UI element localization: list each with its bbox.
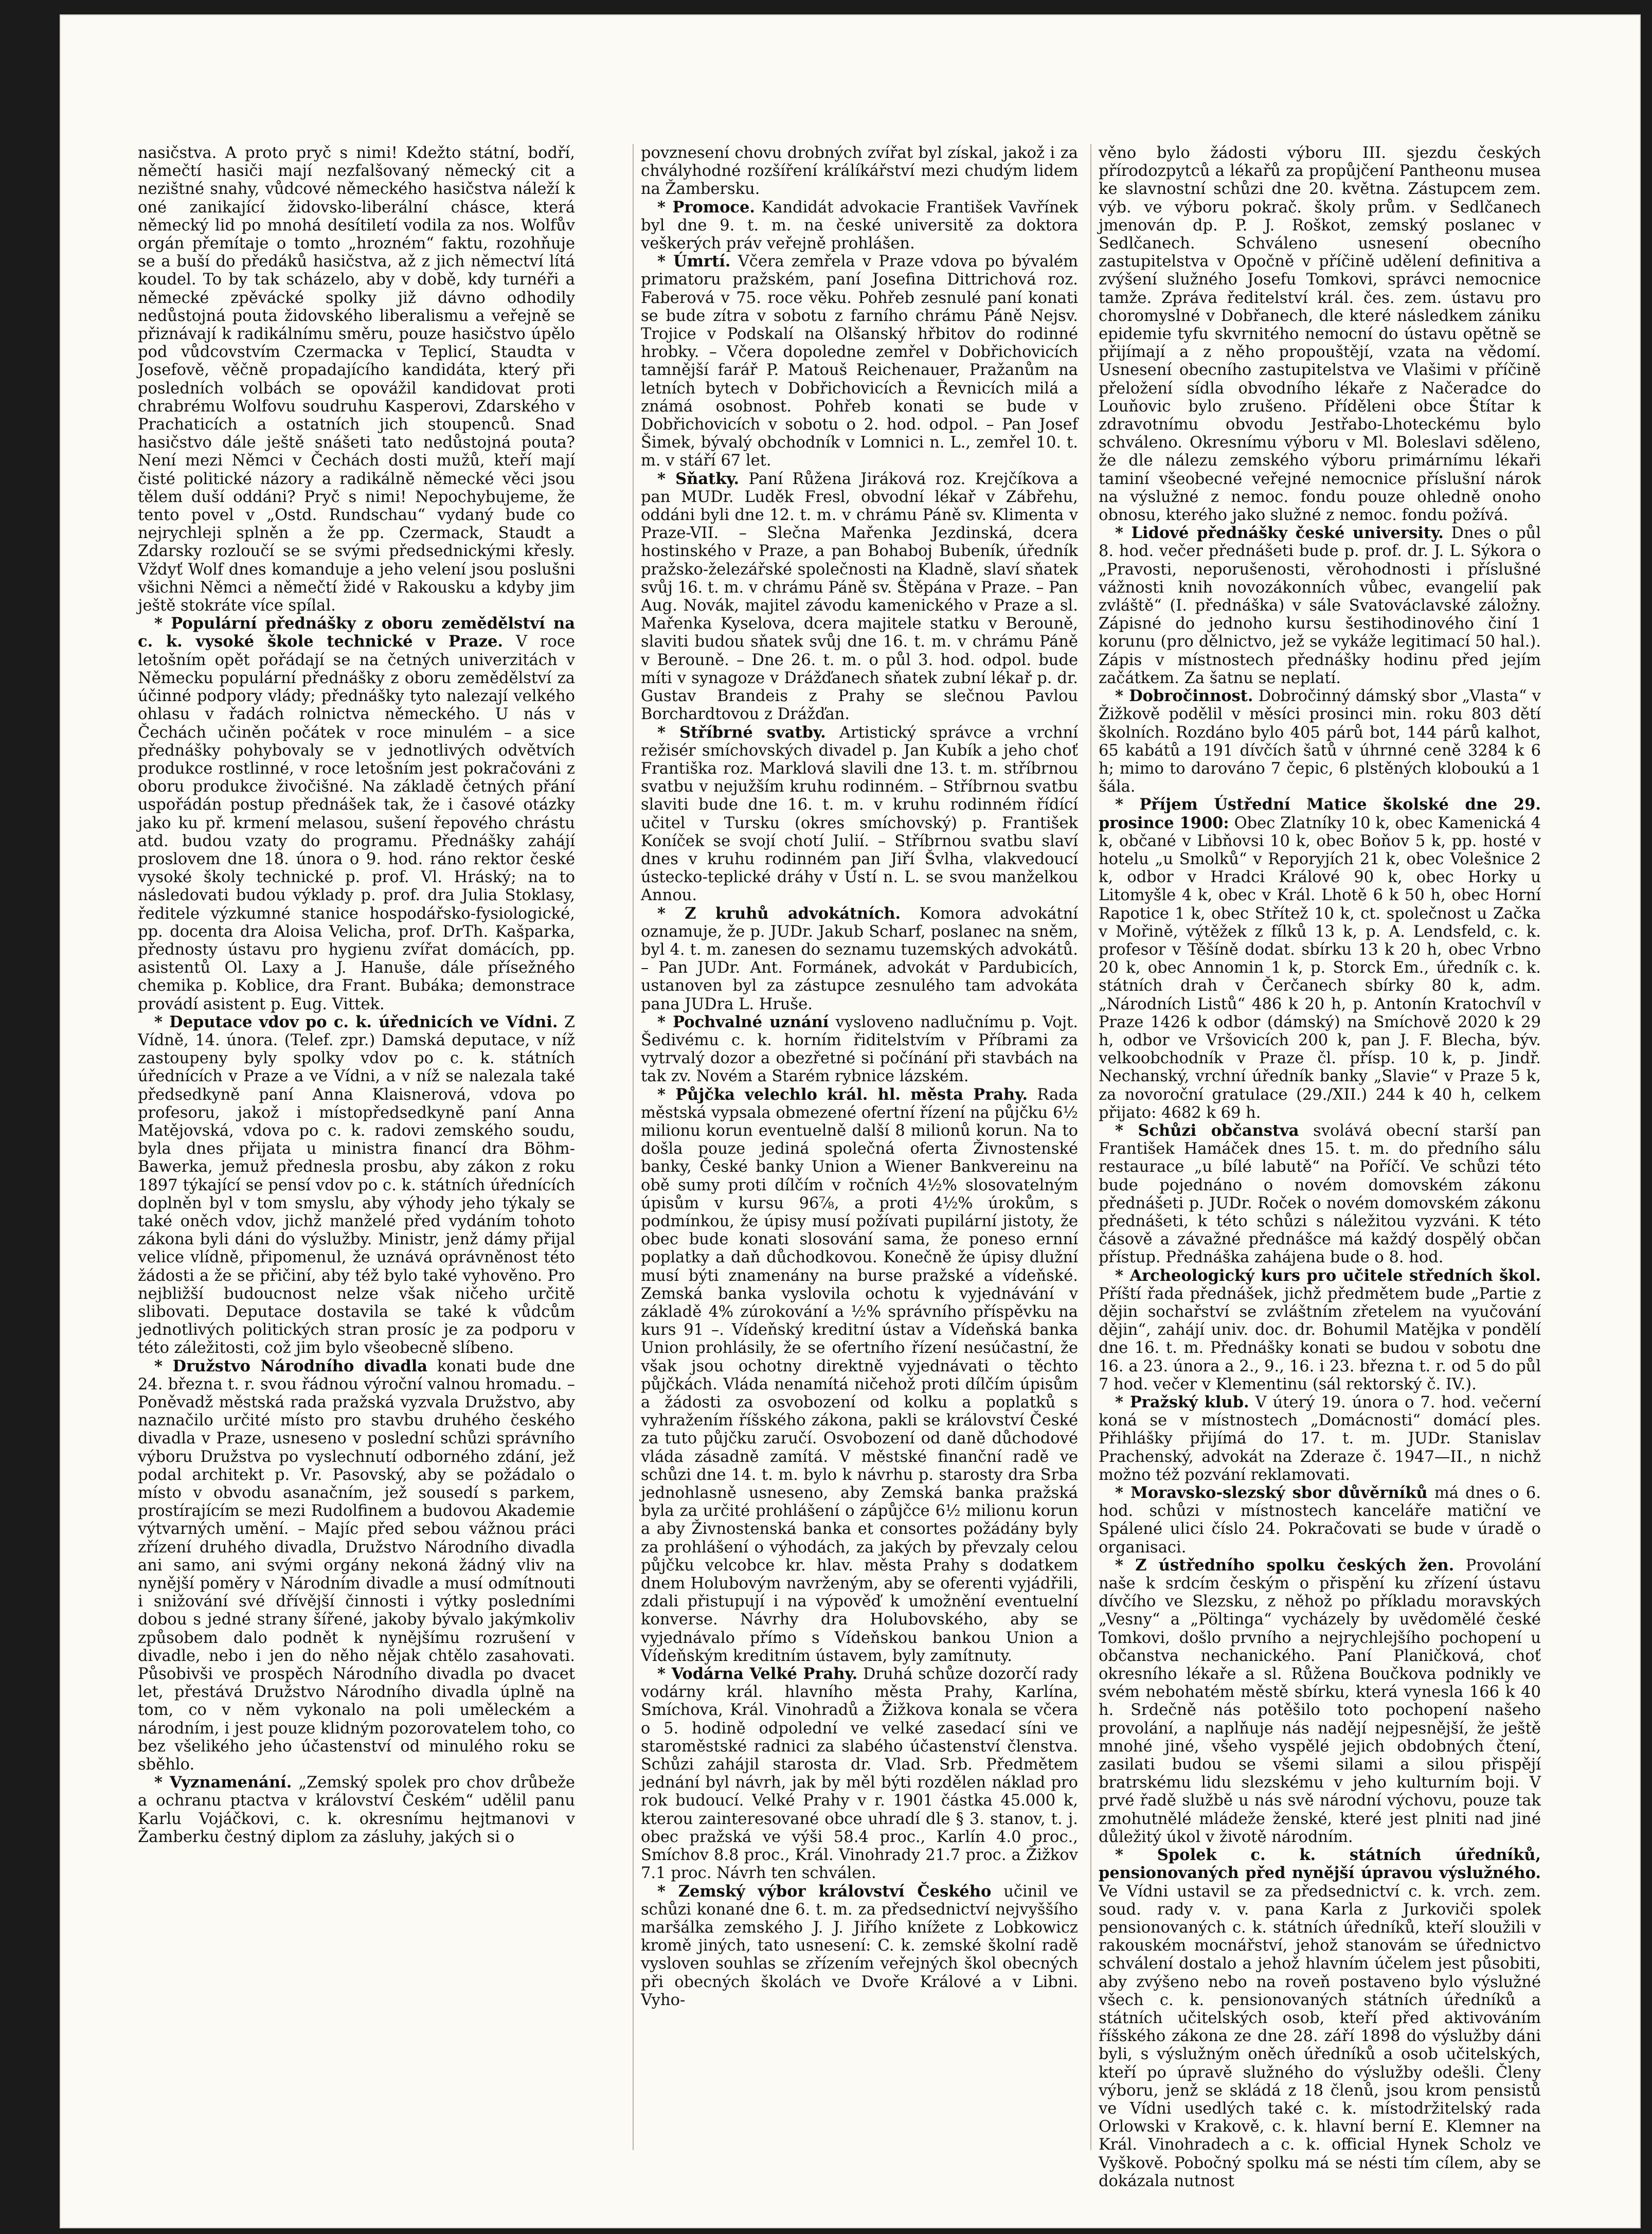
article-paragraph [641,1086,1078,1666]
article-paragraph [138,615,575,1013]
article-paragraph [1099,524,1541,687]
article-body: Příští řada přednášek, jichž předmětem bude „Partie z dějin sochařství se zvláštním zřetelem na vyučování dějin“, zahájí univ. doc. dr. Bohumil Matějka v pondělí dne 16. t. m. Přednášky konati se budou v sobotu dne 16. a 23. února a 2., 9., 16. i 23. března t. r. od 5 do půl 7 hod. večer v Klementinu (sál rektorský č. IV.). [1099,1284,1541,1393]
article-body: Ve Vídni ustavil se za předsednictví c. k. vrch. zem. soud. rady v. v. pana Karla z Jurkoviči spolek pensionovaných c. k. státních úředníků, kteří sloužili v rakouském mocnářství, jehož stanovám se úřednictvo schválení dostalo a jehož hlavním účelem jest působiti, aby zvýšeno nebo na roveň postaveno bylo výslužné všech c. k. pensionovaných státních úředníků a státních učitelských osob, kteří před aktivováním říšského zákona ze dne 28. září 1898 do výslužby dáni byli, s výslužným oněch úředníků a osob učitelských, kteří po úpravě služného do výslužby odešli. Členy výboru, jenž se skládá z 18 členů, jsou krom pensistů ve Vídni usedlých také c. k. místodržitelský rada Orlowski v Krakově, c. k. hlavní berní E. Klemner na Král. Vinohradech a c. k. official Hynek Scholz ve Vyškově. Pobočný spolku má se nésti tím cílem, aby se dokázala nutnost [1099,1882,1541,2190]
article-paragraph [1099,1122,1541,1267]
article-heading: * Promoce. [657,198,756,217]
article-heading: * Úmrtí. [657,252,731,271]
article-body: má dnes o 6. hod. schůzi v místnostech kanceláře matiční ve Spálené ulici číslo 24. Pokračovati se bude v úradě o organisaci. [1099,1484,1541,1557]
article-body: nasičstva. A proto pryč s nimi! Kdežto státní, bodří, němečtí hasiči mají nezfalšovaný německý cit a nezištné snahy, vůdcové německého hasičstva náleží k oné zanikající židovsko-liberální chásce, která německý lid po mnohá desítiletí vodila za nos. Wolfův orgán přemítaje o tomto „hrozném“ faktu, rozohňuje se a buší do předáků hasičstva, až z jich němectví lítá koudel. To by tak scházelo, aby v době, kdy turnéři a německé zpěvácké spolky již dávno odhodily nedůstojná pouta židovského liberalismu a veřejně se přiznávají k radikálnímu směru, pouze hasičstvo úpělo pod vůdcovstvím Czermacka v Teplicí, Staudta v Josefově, věčně propadajícího kandidáta, který při posledních volbách se opovážil kandidovat proti chrabrému Wolfovu soudruhu Kasperovi, Zdarského v Prachaticích a ostatních jich stoupenců. Snad hasičstvo dále ještě snášeti tato nedůstojná pouta? Není mezi Němci v Čechách dosti mužů, kteří mají čisté politické názory a radikálně německé věci jsou tělem duší oddáni? Pryč s nimi! Nepochybujeme, že tento povel v „Ostd. Rundschau“ vydaný bude co nejrychleji splněn a že pp. Czermack, Staudt a Zdarsky rozloučí se se svými předsednickými křesly. Vždyť Wolf dnes komanduje a jeho velení jsou poslušni všichni Němci a němečtí židé v Rakousku a kdyby jim ještě stokráte více spílal. [138,144,575,615]
article-body: „Zemský spolek pro chov drůbeže a ochranu ptactva v království Českém“ udělil panu Karlu Vojáčkovi, c. k. okresnímu hejtmanovi v Žamberku čestný diplom za zásluhy, jakých si o [138,1774,575,1846]
article-heading: * Schůzi občanstva [1115,1121,1299,1140]
article-paragraph [1099,687,1541,796]
article-heading: * Zemský výbor království Českého [657,1882,992,1901]
article-heading: * Družstvo Národního divadla [154,1356,428,1375]
article-paragraph [641,253,1078,470]
article-heading: * Vyznamenání. [154,1773,292,1792]
article-paragraph [1099,1557,1541,1846]
article-body: Komora advokátní oznamuje, že p. JUDr. Jakub Scharf, poslanec na sněm, byl 4. t. m. zanesen do seznamu tuzemských advokátů. – Pan JUDr. Ant. Formánek, advokát v Pardubicích, ustanoven byl za zástupce zesnulého tam advokáta pana JUDra L. Hruše. [641,904,1078,1013]
article-heading: * Z ústředního spolku českých žen. [1115,1556,1455,1575]
article-heading: * Dobročinnost. [1115,687,1253,706]
article-heading: * Z kruhů advokátních. [657,904,901,923]
article-heading: * Sňatky. [657,469,740,488]
article-heading: * Pochvalné uznání [657,1012,829,1031]
article-paragraph [641,199,1078,253]
article-body: V roce letošním opět pořádají se na četných univerzitách v Německu populární přednášky z oboru zemědělství za účinné podpory vlády; přednášky tyto nalezají velkého ohlasu v řadách rolnictva německého. U nás v Čechách učiněn počátek v roce minulém – a sice přednášky pohybovaly se v jednotlivých odvětvích produkce rostlinné, v roce letošním jest pokračováni z oboru produkce živočišné. Na základě četných přání uspořádán postup přednášek tak, že i časové otázky jako ku př. krmení melasou, sušení řepového chrástu atd. budou vzaty do programu. Přednášky zahájí proslovem dne 18. února o 9. hod. ráno rektor české vysoké školy technické p. prof. Vl. Hráský; na to následovati budou výklady p. prof. dra Julia Stoklasy, ředitele výzkumné stanice hospodářsko-fysiologické, pp. docenta dra Aloisa Velicha, prof. DrTh. Kašparka, přednosty ústavu pro hygienu zvířat domácích, pp. asistentů Ol. Laxy a J. Hanuše, dále přísežného chemika p. Koblice, dra Frant. Bubáka; demonstrace provádí asistent p. Eug. Vittek. [138,633,576,1013]
article-body: Druhá schůze dozorčí rady vodárny král. hlavního města Prahy, Karlína, Smíchova, Král. Vinohradů a Žižkova konala se včera o 5. hodině odpolední ve velké zasedací síni ve staroměstské radnici za slabého účastenství členstva. Schůzi zahájil starosta dr. Vlad. Srb. Předmětem jednání byl návrh, jak by měl býti rozdělen náklad pro rok budoucí. Velké Prahy v r. 1901 částka 45.000 k, kterou zainteresované obce uhradí dle § 3. stanov, t. j. obec pražská ve výši 58.4 proc., Karlín 4.0 proc., Smíchov 8.8 proc., Král. Vinohrady 21.7 proc. a Žižkov 7.1 proc. Návrh ten schválen. [641,1665,1078,1883]
article-body: Kandidát advokacie František Vavřínek byl dne 9. t. m. na české universitě za doktora veškerých práv veřejně prohlášen. [641,198,1078,253]
article-paragraph [641,724,1078,905]
article-body: svolává obecní starší pan František Hamáček dnes 15. t. m. do předního sálu restaurace „u bílé labutě“ na Poříčí. Ve schůzi této bude pojednáno o novém domovském zákonu přednášeti p. JUDr. Roček o novém domovském zákonu přednášeti, k této schůzi s náležitou vyzváni. K této čásově a závažné přednášce má každý dospělý občan přístup. Přednáška zahájena bude o 8. hod. [1099,1121,1541,1267]
article-body: učinil ve schůzi konané dne 6. t. m. za předsednictví nejvyššího maršálka zemského J. J. Jiřího knížete z Lobkowicz kromě jiných, tato usnesení: C. k. zemské školní radě vysloven souhlas se zřízením veřejných škol obecných při obecných školách ve Dvoře Králové a v Libni. Vyho- [641,1882,1078,2009]
column-divider [1090,144,1091,2150]
article-paragraph [641,905,1078,1013]
article-paragraph [641,1665,1078,1882]
article-body: Včera zemřela v Praze vdova po bývalém primatoru pražském, paní Josefina Dittrichová roz. Faberová v 75. roce věku. Pohřeb zesnulé paní konati se bude zítra v sobotu z farního chrámu Páně Nejsv. Trojice v Podskalí na Olšanský hřbitov do rodinné hrobky. – Včera dopoledne zemřel v Dobřichovicích tamnější farář P. Matouš Reichenauer, Pražanům na letních bytech v Dobřichovicích a Řevnicích milá a známá osobnost. Pohřeb konati se bude v Dobřichovicích v sobotu o 2. hod. odpol. – Pan Josef Šimek, bývalý obchodník v Lomnici n. L., zemřel 10. t. m. v stáří 67 let. [641,253,1078,470]
article-heading: * Archeologický kurs pro učitele středních škol. [1115,1266,1541,1285]
article-paragraph [1099,1267,1541,1393]
article-paragraph [138,1013,575,1357]
article-heading: * Moravsko-slezský sbor důvěrníků [1115,1484,1428,1503]
article-heading: * Vodárna Velké Prahy. [657,1665,858,1684]
text-column-middle [641,144,1078,2150]
article-paragraph [1099,1393,1541,1484]
article-heading: * Spolek c. k. státních úředníků, pensionovaných před nynější úpravou výslužného. [1099,1846,1541,1883]
article-body: Dnes o půl 8. hod. večer přednášeti bude p. prof. dr. J. L. Sýkora o „Pravosti, neporušenosti, věrohodnosti i příslušné vážnosti knih novozákonních vůbec, evangelií pak zvláště“ (I. přednáška) v sále Svatováclavské záložny. Zápisné do jednoho kursu šestihodinového činí 1 korunu (pro dělnictvo, jež se vykáže legitimací 50 hal.). Zápis v místnostech přednášky hodinu před jejím začátkem. Za šatnu se neplatí. [1099,524,1541,687]
article-body: Z Vídně, 14. února. (Telef. zpr.) Damská deputace, v níž zastoupeny byly spolky vdov po c. k. státních úřednících v Praze a ve Vídni, a v níž se nalezala také předsedkyně paní Anna Klaisnerová, vdova po profesoru, jakož i místopředsedkyně paní Anna Matějovská, vdova po c. k. radovi zemského soudu, byla dnes přijata u ministra financí dra Böhm-Bawerka, jemuž přednesla prosbu, aby zákon z roku 1897 týkající se pensí vdov po c. k. státních úřednících doplněn byl v tom smyslu, aby výhody jeho týkaly se také oněch vdov, jichž manželé před vydáním tohoto zákona byli dáni do výslužby. Ministr, jenž dámy přijal velice vlídně, připomenul, že uznává oprávněnost této žádosti a že se přičiní, aby též bylo také vyhověno. Pro nejbližší budoucnost nelze však ničeho určitě slibovati. Deputace dostavila se také k vůdcům jednotlivých politických stran prosíc je za podporu v této záležitosti, což jim bylo všeobecně slíbeno. [138,1013,576,1357]
article-body: vysloveno nadlučnímu p. Vojt. Šedivému c. k. horním řiditelstvím v Příbrami za vytrvalý dozor a obezřetné si počínání při stavbách na tak zv. Novém a Starém rybnice lázském. [641,1013,1078,1086]
article-body: Paní Růžena Jiráková roz. Krejčíkova a pan MUDr. Luděk Fresl, obvodní lékař v Zábřehu, oddáni byli dne 12. t. m. v chrámu Páně sv. Klimenta v Praze-VII. – Slečna Mařenka Jezdinská, dcera hostinského v Praze, a pan Bohaboj Bubeník, úředník pražsko-železářské společnosti na Kladně, slaví sňatek svůj 16. t. m. v chrámu Páně sv. Štěpána v Praze. – Pan Aug. Novák, majitel závodu kamenického v Praze a sl. Mařenka Kyselova, dcera majitele statku v Berouně, slaviti budou sňatek svůj dne 16. t. m. v chrámu Páně v Berouně. – Dne 26. t. m. o půl 3. hod. odpol. bude míti v synagoze v Drážďanech sňatek zubní lékař p. dr. Gustav Brandeis z Prahy se slečnou Pavlou Borchardtovou z Drážďan. [641,470,1079,724]
article-heading: * Deputace vdov po c. k. úřednicích ve Vídni. [154,1012,558,1031]
text-column-right [1099,144,1541,2190]
article-paragraph [1099,1846,1541,2190]
newspaper-page [61,15,1640,2227]
article-heading: * Pražský klub. [1115,1393,1249,1412]
article-body: Artistický správce a vrchní režisér smíchovských divadel p. Jan Kubík a jeho choť Františka roz. Marklová slavili dne 13. t. m. stříbrnou svatbu v nejužším kruhu rodinném. – Stříbrnou svatbu slaviti bude dne 16. t. m. v kruhu rodinném řídící učitel v Tursku (okres smíchovský) p. František Koníček se svojí chotí Julií. – Stříbrnou svatbu slaví dnes v kruhu rodinném pan Jiří Švlha, vlakvedoucí ústecko-teplické dráhy v Ústí n. L. se svou manželkou Annou. [641,723,1078,905]
article-heading: * Stříbrné svatby. [657,723,826,742]
article-paragraph [1099,144,1541,524]
article-body: V úterý 19. února o 7. hod. večerní koná se v místnostech „Domácnosti“ domácí ples. Přihlášky přijímá do 17. t. m. JUDr. Stanislav Prachenský, advokát na Zderaze č. 1947—II., n nichž možno též pozvání reklamovati. [1099,1393,1541,1484]
article-heading: * Lidové přednášky české university. [1115,524,1444,543]
article-heading: * Populární přednášky z oboru zemědělství na c. k. vysoké škole technické v Praze. [138,614,575,651]
article-body: Provolání naše k srdcím českým o přispění ku zřízení ústavu dívčího ve Slezsku, z něhož po příkladu moravských „Vesny“ a „Pöltinga“ vycházely by uvědomělé české Tomkovi, došlo prvního a nejrychlejšího pochopení u občanstva nechanického. Paní Planičková, choť okresního lékaře a sl. Růžena Boučkova podnikly ve svém nebohatém městě sbírku, která vynesla 166 k 40 h. Srdečně nás potěšilo toto pochopení našeho provolání, a naplňuje nás nadějí nejpesnější, že ještě mnohé jiné, všeho vyspělé jejich obdobných čtení, zasilati budou se všemi silami a silou přispějí bratrskému lidu slezskému v jeho kulturním boji. V prvé řadě službě u nás svě národní výchovu, pouze tak zmohutnělé mládeže ženské, které jest plniti nad jiné důležitý úkol v životě národním. [1099,1556,1541,1846]
text-column-left [138,144,575,2150]
article-heading: * Půjčka velechlo král. hl. města Prahy. [657,1085,1028,1104]
article-body: Dobročinný dámský sbor „Vlasta“ v Žižkově podělil v měsíci prosinci min. roku 803 dětí školních. Rozdáno bylo 405 párů bot, 144 párů kalhot, 65 kabátů a 191 dívčích šatů v úhrnné ceně 3284 k 6 h; mimo to darováno 7 čepic, 6 plstěných kloboukú a 1 šála. [1099,687,1541,796]
article-paragraph [138,144,575,615]
article-body: věno bylo žádosti výboru III. sjezdu českých přírodozpytců a lékařů za propůjčení Pantheonu musea ke slavnostní schůzi dne 20. května. Zástupcem zem. výb. ve výboru pokrač. školy prům. v Sedlčanech jmenován dp. P. J. Roškot, zemský poslanec v Sedlčanech. Schváleno usnesení obecního zastupitelstva v Opočně v příčině udělení definitiva a zvýšení služného Josefu Tomkovi, správci nemocnice tamže. Zpráva ředitelství král. čes. zem. ústavu pro choromyslné v Dobřanech, dle které následkem zániku epidemie tyfu skvrnitého nemocní do ústavu opětně se přijímají a z něho propouštějí, vzata na vědomí. Usnesení obecního zastupitelstva ve Vlašimi v příčině přeložení sídla obvodního lékaře z Načeradce do Louňovic bylo zrušeno. Příděleni obce Štítar k zdravotnímu obvodu Jestřabo-Lhoteckému bylo schváleno. Okresnímu výboru v Ml. Boleslavi sděleno, že dle nálezu zemského výboru primárnímu lékaři taminí všeobecné veřejné nemocnice příslušní nárok na výslužné z nemoc. fondu pouze ohledně onoho obnosu, kterého jako služné z nemoc. fondu požívá. [1099,144,1541,525]
article-paragraph [641,144,1078,199]
article-paragraph [1099,1484,1541,1557]
article-body: Obec Zlatníky 10 k, obec Kamenická 4 k, občané v Libňovsi 10 k, obec Boňov 5 k, pp. hosté v hotelu „u Smolků“ v Reporyjích 21 k, obec Volešnice 2 k, odbor v Hradci Králové 90 k, obec Horky u Litomyšle 4 k, obec v Král. Lhotě 6 k 50 h, obec Horní Rapotice 1 k, obec Střítež 10 k, ct. společnost u Začka v Mořině, výtěžek z fílků 13 k, p. A. Lendsfeld, c. k. profesor v Těšíně dodat. sbírku 13 k 20 h, obec Vrbno 20 k, obec Annomin 1 k, p. Storck Em., úředník c. k. státních drah v Čerčanech sbírky 80 k, adm. „Národních Listů“ 486 k 20 h, p. Antonín Kratochvíl v Praze 1426 k odbor (dámský) na Smíchově 2020 k 29 h, odbor ve Vršovicích 200 k, pan J. F. Blecha, býv. velkoobchodník v Praze čl. přísp. 10 k, p. Jindř. Nechanský, vrchní úředník banky „Slavie“ v Praze 5 k, za novoroční gratulace (29./XII.) 244 k 40 h, celkem přijato: 4682 k 69 h. [1099,814,1541,1122]
article-body: Rada městská vypsala obmezené ofertní řízení na půjčku 6½ milionu korun eventuelně další 8 milionů korun. Na to došla pouze jediná společná oferta Živnostenské banky, České banky Union a Wiener Bankvereinu na obě sumy proti dílčím v ročních 4½% slosovatelným úpisům v kursu 96⅞, a proti 4½% úrokům, s podmínkou, že úpisy musí požívati pupilární jistoty, že obec bude konati slosování sama, že poneso ernní poplatky a daň důchodkovou. Konečně že úpisy dlužní musí býti znamenány na burse pražské a vídeňské. Zemská banka vyslovila ochotu k vyjednávání v základě 4% zúrokování a ½% správního příspěvku na kurs 91 –. Vídeňský kreditní ústav a Vídeňská banka Union prohlásily, že se ofertního řízení nesúčastní, že však jsou ochotny direktně vyjednávati o těchto půjčkách. Vláda nenamítá ničehož proti dílčím úpisům a žádosti za osvobození od kolku a poplatků s vyhražením říšského zákona, pakli se království České za tuto půjčku zaručí. Osvobození od daně důchodové vláda zásadně zamítá. V městské finanční radě ve schůzi dne 14. t. m. bylo k návrhu p. starosty dra Srba jednohlasně usneseno, aby Zemská banka pražská byla za určité prohlášení o zápůjčce 6½ milionu korun a aby Živnostenská banka et consortes požádány byly za prohlášení o výhodách, za jakých by převzaly celou půjčku velcobce kr. hlav. města Prahy s dodatkem dnem Holubovým navrženým, aby se oferenti vyjádřili, zdali přistupují i na výpověď k umožnění eventuelní konverse. Návrhy dra Holubovského, aby se vyjednávalo přímo s Vídeňskou bankou Union a Vídeňským kreditním ústavem, byly zamítnuty. [641,1085,1078,1665]
article-paragraph [641,1883,1078,2009]
article-paragraph [138,1357,575,1774]
article-heading: * Příjem Ústřední Matice školské dne 29. prosince 1900: [1099,795,1541,832]
article-paragraph [1099,796,1541,1122]
article-body: povznesení chovu drobných zvířat byl získal, jakož i za chvályhodné rozšíření králíkářství mezi chudým lidem na Žambersku. [641,144,1078,199]
article-body: konati bude dne 24. března t. r. svou řádnou výroční valnou hromadu. – Poněvadž městská rada pražská vyzvala Družstvo, aby naznačilo určité místo pro stavbu druhého českého divadla v Praze, usneseno v poslední schůzi správního výboru Družstva po vyslechnutí odborného zdání, jež podal architekt p. Vr. Pasovský, aby se požádalo o místo v obvodu asanačním, jež sousedí s parkem, prostírajícím se mezi Rudolfinem a budovou Akademie výtvarných umění. – Majíc před sebou vážnou práci zřízení druhého divadla, Družstvo Národního divadla ani samo, ani svými orgány nekoná žádný vliv na nynější poměry v Národním divadle a musí odmítnouti i snižování své dřívější činnosti i výtky posledními dobou s jedné strany šířené, jakoby bývalo jakýmkoliv způsobem dalo podnět k nynějšímu rozrušení v divadle, nebo i jen do něho nějak chtělo zasahovati. Působivši ve prospěch Národního divadla po dvacet let, přestává Družstvo Národního divadla úplně na tom, co v něm vykonalo na poli uměleckém a národním, i jest pouze klidným pozorovatelem toho, co bez všelikého jeho účastenství od minulého roku se sběhlo. [138,1357,575,1774]
column-divider [633,144,634,2150]
article-paragraph [641,1013,1078,1086]
article-paragraph [138,1774,575,1846]
article-paragraph [641,470,1078,724]
